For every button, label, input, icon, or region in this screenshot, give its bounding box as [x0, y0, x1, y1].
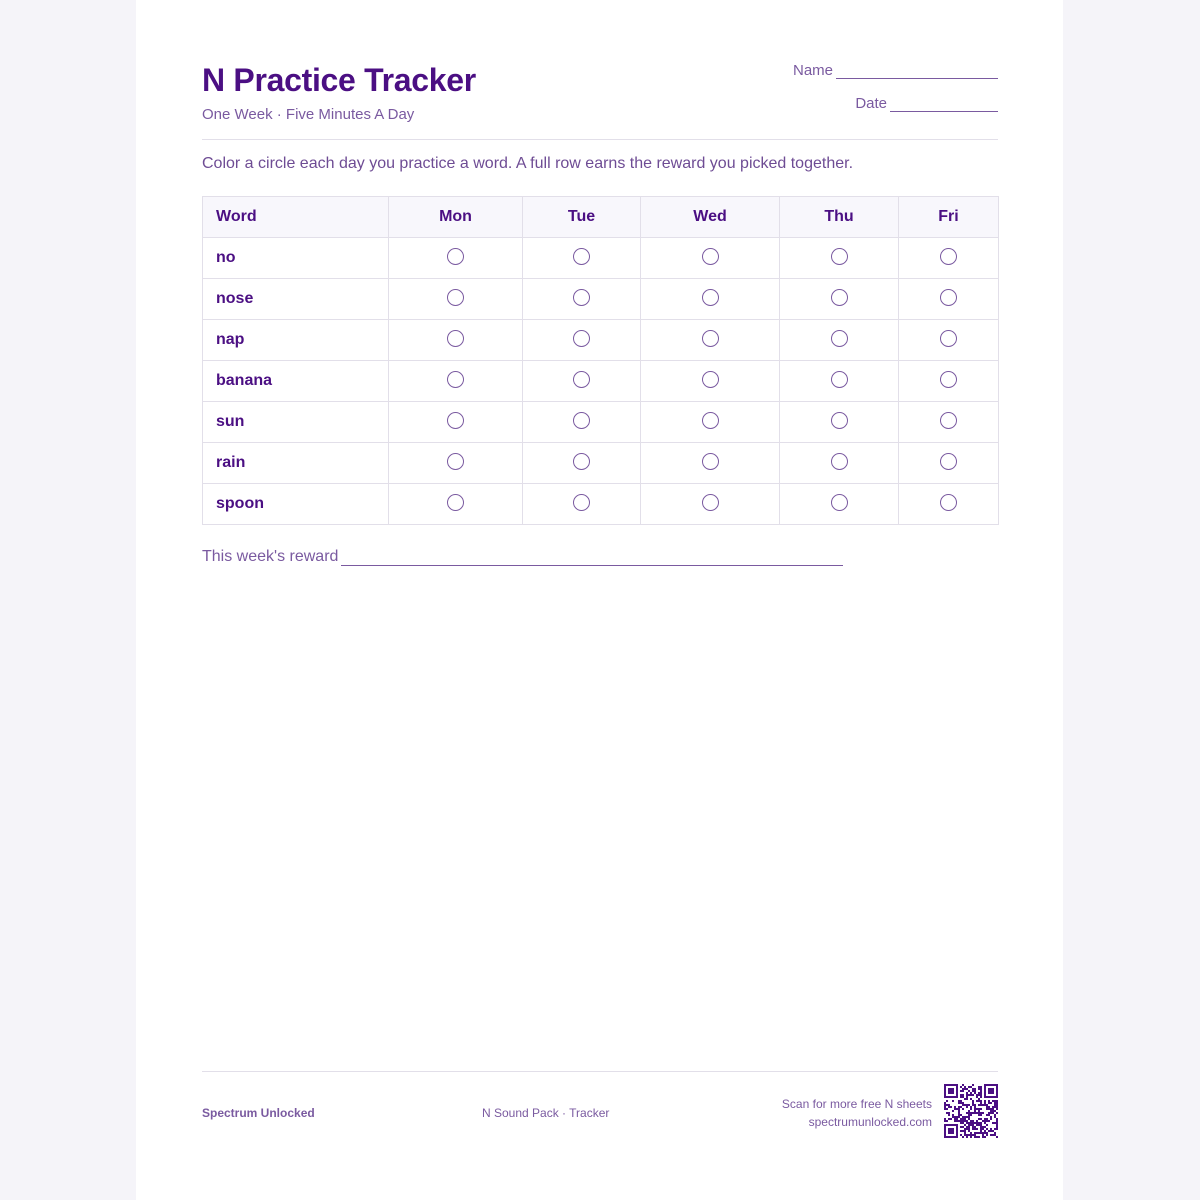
day-cell-fri — [899, 443, 999, 484]
day-cell-fri — [899, 320, 999, 361]
table-row — [203, 361, 999, 402]
qr-code-icon[interactable] — [944, 1084, 998, 1138]
day-cell-thu — [780, 361, 899, 402]
day-cell-fri — [899, 361, 999, 402]
tracker-table — [202, 196, 999, 525]
column-header-word: Word — [203, 197, 389, 238]
day-cell-tue — [523, 320, 641, 361]
word-cell: banana — [203, 361, 389, 402]
day-cell-wed — [641, 443, 780, 484]
day-cell-wed — [641, 402, 780, 443]
day-cell-fri — [899, 402, 999, 443]
column-header-fri: Fri — [899, 197, 999, 238]
practice-circle-fri[interactable] — [940, 289, 957, 306]
page-title: N Practice Tracker — [202, 62, 476, 98]
name-line[interactable] — [836, 63, 998, 79]
footer-brand: Spectrum Unlocked — [202, 1106, 315, 1120]
practice-circle-tue[interactable] — [573, 494, 590, 511]
footer-divider — [202, 1071, 998, 1072]
practice-circle-fri[interactable] — [940, 412, 957, 429]
day-cell-tue — [523, 361, 641, 402]
practice-circle-thu[interactable] — [831, 248, 848, 265]
practice-circle-wed[interactable] — [702, 494, 719, 511]
website-link[interactable]: spectrumunlocked.com — [808, 1115, 932, 1129]
day-cell-mon — [389, 402, 523, 443]
table-row — [203, 484, 999, 525]
day-cell-fri — [899, 279, 999, 320]
word-cell: sun — [203, 402, 389, 443]
practice-circle-thu[interactable] — [831, 453, 848, 470]
table-row — [203, 238, 999, 279]
practice-circle-wed[interactable] — [702, 289, 719, 306]
day-cell-wed — [641, 238, 780, 279]
practice-circle-mon[interactable] — [447, 371, 464, 388]
day-cell-thu — [780, 320, 899, 361]
day-cell-mon — [389, 361, 523, 402]
day-cell-thu — [780, 238, 899, 279]
day-cell-tue — [523, 402, 641, 443]
name-field[interactable] — [793, 62, 998, 79]
day-cell-mon — [389, 443, 523, 484]
practice-circle-tue[interactable] — [573, 248, 590, 265]
practice-circle-fri[interactable] — [940, 494, 957, 511]
day-cell-tue — [523, 238, 641, 279]
practice-circle-tue[interactable] — [573, 289, 590, 306]
date-label: Date — [855, 95, 887, 112]
practice-circle-wed[interactable] — [702, 412, 719, 429]
practice-circle-tue[interactable] — [573, 412, 590, 429]
practice-circle-fri[interactable] — [940, 453, 957, 470]
practice-circle-thu[interactable] — [831, 494, 848, 511]
day-cell-mon — [389, 320, 523, 361]
practice-circle-mon[interactable] — [447, 412, 464, 429]
day-cell-thu — [780, 484, 899, 525]
day-cell-wed — [641, 320, 780, 361]
worksheet-content — [202, 0, 998, 1200]
practice-circle-mon[interactable] — [447, 289, 464, 306]
reward-line[interactable] — [341, 548, 843, 566]
practice-circle-thu[interactable] — [831, 330, 848, 347]
page-subtitle: One Week · Five Minutes A Day — [202, 106, 415, 123]
practice-circle-fri[interactable] — [940, 248, 957, 265]
day-cell-tue — [523, 484, 641, 525]
date-line[interactable] — [890, 96, 998, 112]
column-header-mon: Mon — [389, 197, 523, 238]
practice-circle-fri[interactable] — [940, 371, 957, 388]
day-cell-fri — [899, 238, 999, 279]
day-cell-wed — [641, 484, 780, 525]
practice-circle-mon[interactable] — [447, 453, 464, 470]
practice-circle-wed[interactable] — [702, 248, 719, 265]
practice-circle-wed[interactable] — [702, 453, 719, 470]
header-divider — [202, 139, 998, 140]
practice-circle-mon[interactable] — [447, 494, 464, 511]
footer-pack-label: N Sound Pack · Tracker — [482, 1106, 610, 1120]
practice-circle-thu[interactable] — [831, 289, 848, 306]
practice-circle-mon[interactable] — [447, 330, 464, 347]
day-cell-mon — [389, 238, 523, 279]
day-cell-wed — [641, 361, 780, 402]
word-cell: spoon — [203, 484, 389, 525]
practice-circle-tue[interactable] — [573, 371, 590, 388]
date-field[interactable] — [855, 95, 998, 112]
day-cell-tue — [523, 443, 641, 484]
worksheet-page — [136, 0, 1063, 1200]
word-cell: no — [203, 238, 389, 279]
day-cell-tue — [523, 279, 641, 320]
day-cell-thu — [780, 279, 899, 320]
word-cell: rain — [203, 443, 389, 484]
practice-circle-mon[interactable] — [447, 248, 464, 265]
reward-field[interactable] — [202, 548, 843, 566]
practice-circle-wed[interactable] — [702, 330, 719, 347]
table-header-row — [203, 197, 999, 238]
day-cell-wed — [641, 279, 780, 320]
word-cell: nose — [203, 279, 389, 320]
table-row — [203, 443, 999, 484]
practice-circle-fri[interactable] — [940, 330, 957, 347]
practice-circle-tue[interactable] — [573, 453, 590, 470]
practice-circle-thu[interactable] — [831, 412, 848, 429]
table-row — [203, 320, 999, 361]
scan-text: Scan for more free N sheets — [781, 1097, 932, 1111]
table-body — [203, 238, 999, 525]
word-cell: nap — [203, 320, 389, 361]
column-header-wed: Wed — [641, 197, 780, 238]
footer-scan-info — [782, 1095, 932, 1131]
column-header-thu: Thu — [780, 197, 899, 238]
table-row — [203, 279, 999, 320]
day-cell-mon — [389, 484, 523, 525]
practice-circle-wed[interactable] — [702, 371, 719, 388]
name-label: Name — [792, 62, 833, 79]
column-header-tue: Tue — [523, 197, 641, 238]
practice-circle-tue[interactable] — [573, 330, 590, 347]
practice-circle-thu[interactable] — [831, 371, 848, 388]
reward-label: This week's reward — [202, 548, 339, 565]
day-cell-thu — [780, 443, 899, 484]
day-cell-fri — [899, 484, 999, 525]
day-cell-thu — [780, 402, 899, 443]
day-cell-mon — [389, 279, 523, 320]
instructions-text: Color a circle each day you practice a word. A full row earns the reward you picked together. — [202, 155, 854, 172]
table-row — [203, 402, 999, 443]
